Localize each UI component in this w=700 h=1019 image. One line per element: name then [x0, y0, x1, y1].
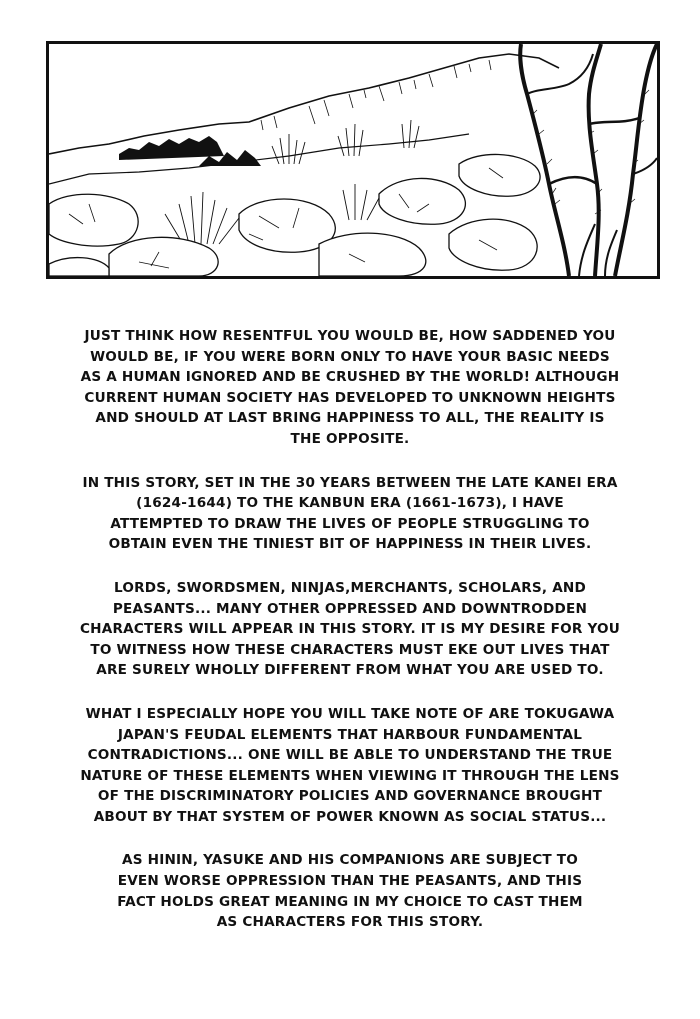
- paragraph-2: [40, 473, 660, 555]
- paragraph-5: [40, 850, 660, 932]
- text-line: JUST THINK HOW RESENTFUL YOU WOULD BE, HOW SADDENED YOU: [84, 328, 616, 344]
- text-line: AS A HUMAN IGNORED AND BE CRUSHED BY THE WORLD! ALTHOUGH: [80, 369, 620, 386]
- text-line: AS HININ, YASUKE AND HIS COMPANIONS ARE SUBJECT TO: [121, 852, 579, 869]
- paragraph-1: [40, 326, 660, 450]
- text-line: EVEN WORSE OPPRESSION THAN THE PEASANTS, AND THIS: [117, 873, 583, 890]
- paragraph-4: [40, 704, 660, 828]
- text-line: AS CHARACTERS FOR THIS STORY.: [216, 914, 484, 931]
- text-line: OBTAIN EVEN THE TINIEST BIT OF HAPPINESS IN THEIR LIVES.: [108, 536, 592, 553]
- rocky-hillside-illustration: [49, 44, 657, 276]
- text-line: WOULD BE, IF YOU WERE BORN ONLY TO HAVE YOUR BASIC NEEDS: [90, 348, 610, 365]
- text-line: OF THE DISCRIMINATORY POLICIES AND GOVERNANCE BROUGHT: [97, 788, 603, 805]
- landscape-illustration-panel: [46, 41, 660, 279]
- text-line: ARE SURELY WHOLLY DIFFERENT FROM WHAT YOU ARE USED TO.: [96, 662, 604, 679]
- text-line: PEASANTS... MANY OTHER OPPRESSED AND DOWNTRODDEN: [112, 600, 588, 617]
- text-line: JAPAN'S FEUDAL ELEMENTS THAT HARBOUR FUNDAMENTAL: [117, 726, 583, 743]
- text-line: WHAT I ESPECIALLY HOPE YOU WILL TAKE NOTE OF ARE TOKUGAWA: [85, 705, 615, 722]
- text-line: ATTEMPTED TO DRAW THE LIVES OF PEOPLE STRUGGLING TO: [110, 515, 590, 532]
- text-line: AND SHOULD AT LAST BRING HAPPINESS TO ALL, THE REALITY IS: [95, 410, 605, 427]
- text-line: CURRENT HUMAN SOCIETY HAS DEVELOPED TO UNKNOWN HEIGHTS: [84, 389, 616, 406]
- text-line: (1624-1644) TO THE KANBUN ERA (1661-1673), I HAVE: [136, 495, 564, 512]
- text-line: LORDS, SWORDSMEN, NINJAS,MERCHANTS, SCHOLARS, AND: [114, 579, 586, 596]
- text-line: THE OPPOSITE.: [290, 430, 410, 447]
- paragraph-3: [40, 578, 660, 681]
- text-line: ABOUT BY THAT SYSTEM OF POWER KNOWN AS SOCIAL STATUS...: [93, 808, 607, 825]
- text-line: CONTRADICTIONS... ONE WILL BE ABLE TO UNDERSTAND THE TRUE: [87, 747, 613, 764]
- text-line: NATURE OF THESE ELEMENTS WHEN VIEWING IT THROUGH THE LENS: [80, 767, 620, 784]
- text-line: FACT HOLDS GREAT MEANING IN MY CHOICE TO CAST THEM: [117, 893, 583, 910]
- text-line: IN THIS STORY, SET IN THE 30 YEARS BETWEEN THE LATE KANEI ERA: [82, 474, 618, 491]
- text-line: CHARACTERS WILL APPEAR IN THIS STORY. IT IS MY DESIRE FOR YOU: [79, 621, 621, 638]
- preface-text: [40, 326, 660, 956]
- text-line: TO WITNESS HOW THESE CHARACTERS MUST EKE OUT LIVES THAT: [90, 641, 610, 658]
